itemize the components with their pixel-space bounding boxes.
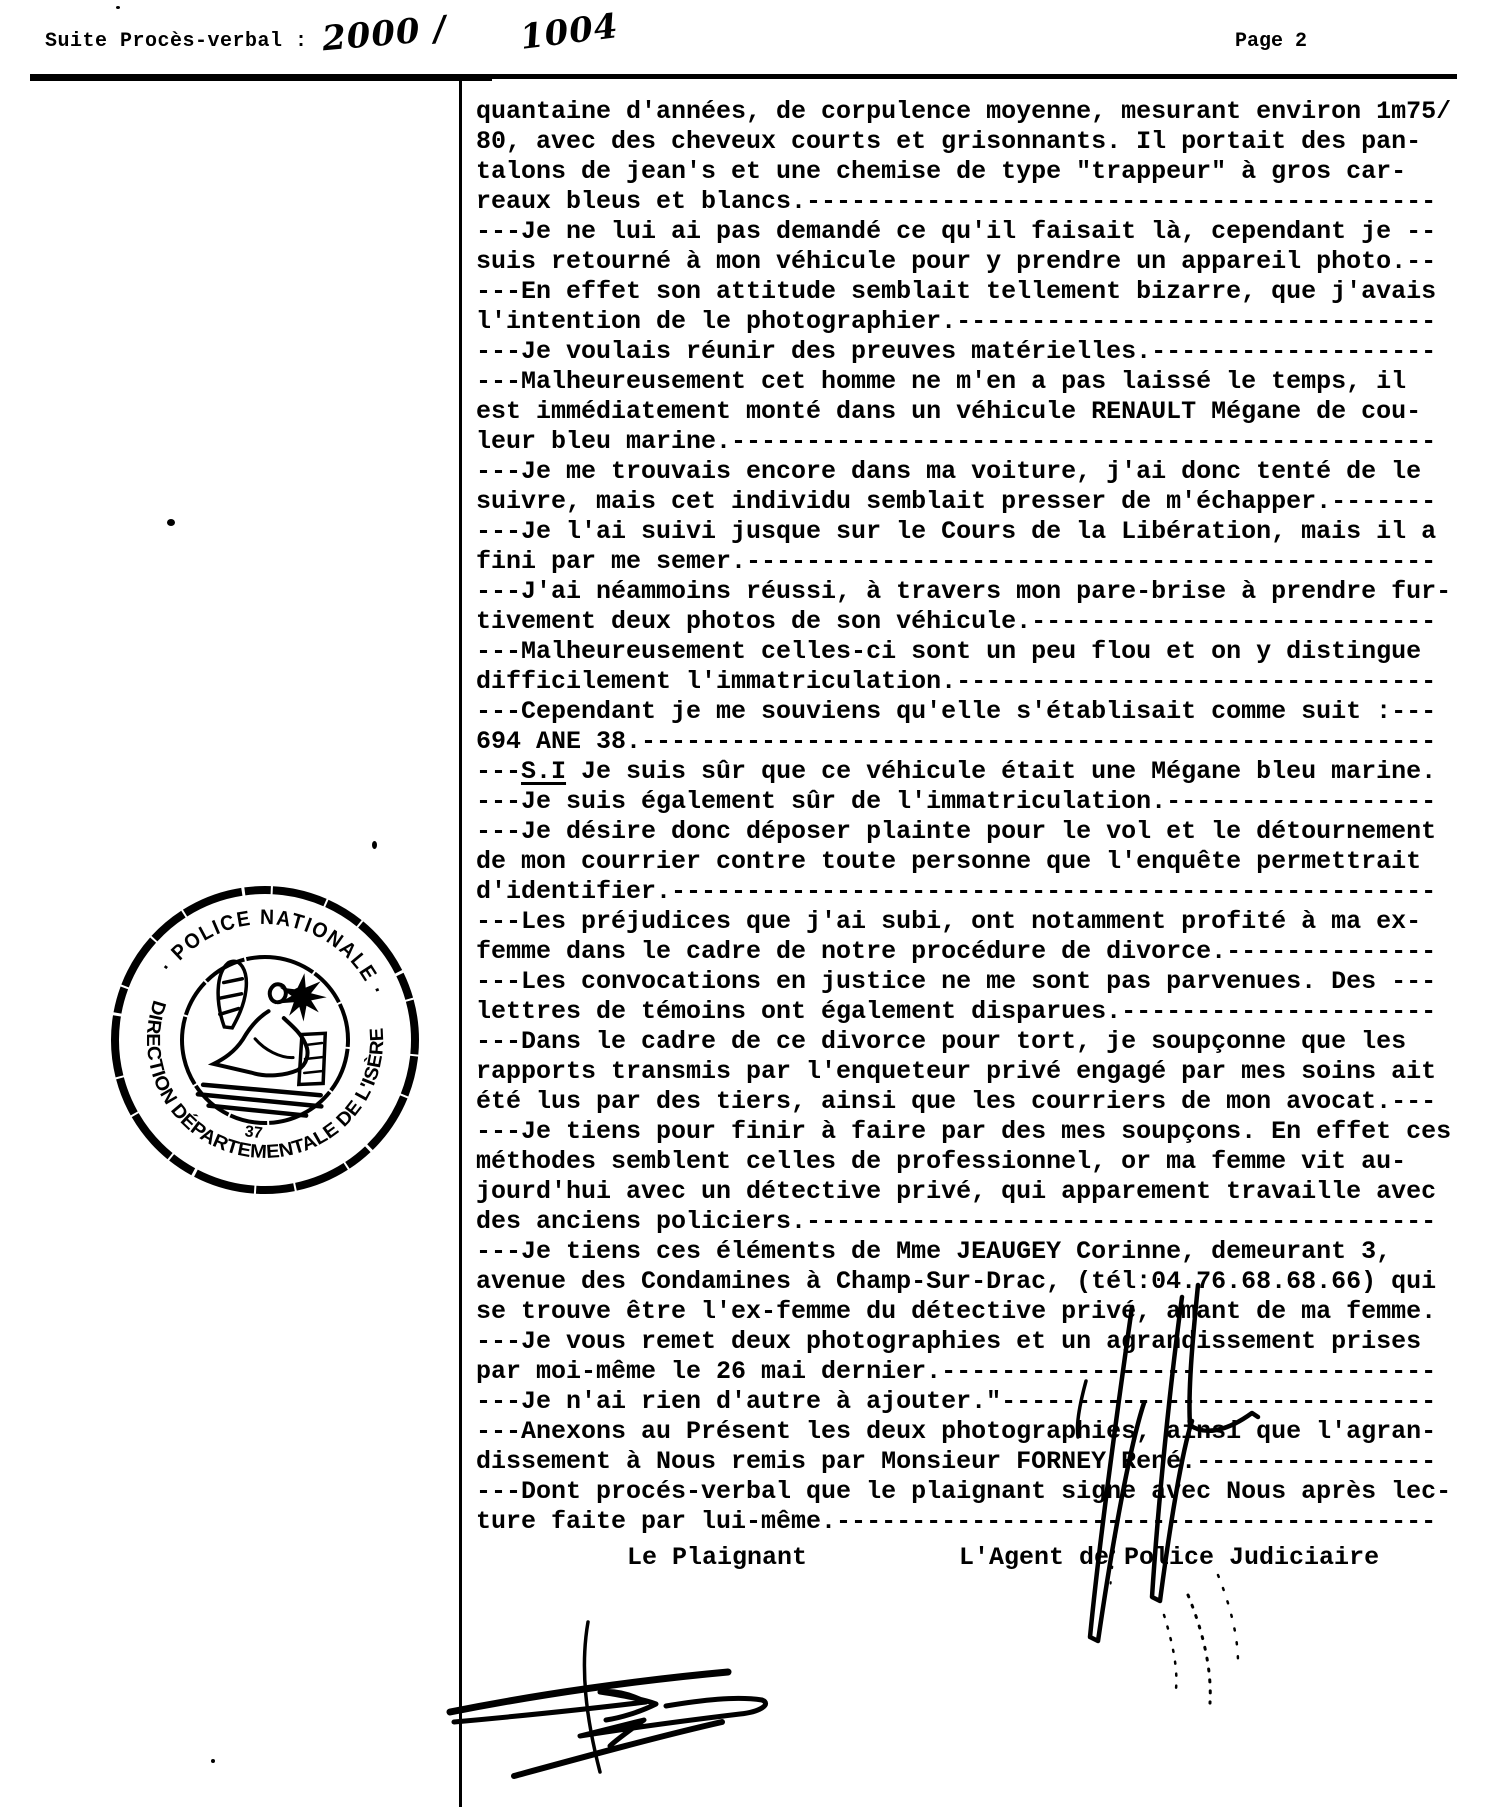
text-line: leur bleu marine.----------------------------------------------- (476, 427, 1437, 456)
text-line: l'intention de le photographier.-------------------------------- (476, 307, 1437, 336)
text-line: dissement à Nous remis par Monsieur FORNEY René.---------------- (476, 1447, 1437, 1476)
ink-speck (116, 6, 120, 9)
text-line: suivre, mais cet individu semblait presser de m'échapper.------- (476, 487, 1437, 516)
marianne-emblem-icon (197, 959, 338, 1119)
text-line: ---Je tiens pour finir à faire par des mes soupçons. En effet ces (476, 1117, 1452, 1146)
text-line: ---Je voulais réunir des preuves matérielles.------------------- (476, 337, 1437, 366)
text-line: d'identifier.--------------------------------------------------- (476, 877, 1437, 906)
text-line: ---S.I Je suis sûr que ce véhicule était une Mégane bleu marine. (476, 757, 1437, 786)
text-line: méthodes semblent celles de professionnel, or ma femme vit au- (476, 1147, 1407, 1176)
text-line: tivement deux photos de son véhicule.--------------------------- (476, 607, 1437, 636)
text-line: difficilement l'immatriculation.-------------------------------- (476, 667, 1437, 696)
text-line: ---Je me trouvais encore dans ma voiture, j'ai donc tenté de le (476, 457, 1422, 486)
text-line: ---Malheureusement celles-ci sont un peu flou et on y distingue (476, 637, 1422, 666)
text-line: ---Je désire donc déposer plainte pour le vol et le détournement (476, 817, 1437, 846)
text-line: lettres de témoins ont également disparues.--------------------- (476, 997, 1437, 1026)
text-line: par moi-même le 26 mai dernier.--------------------------------- (476, 1357, 1437, 1386)
text-line: fini par me semer.---------------------------------------------- (476, 547, 1437, 576)
text-line: ---Les préjudices que j'ai subi, ont notamment profité à ma ex- (476, 907, 1422, 936)
stamp-bottom-text: DIRECTION DÉPARTEMENTALE DE L'ISÈRE (142, 997, 389, 1164)
pv-number-handwritten: 2000 / (320, 8, 449, 60)
text-line: 694 ANE 38.----------------------------------------------------- (476, 727, 1437, 756)
text-line: ---En effet son attitude semblait tellement bizarre, que j'avais (476, 277, 1437, 306)
text-line: quantaine d'années, de corpulence moyenne, mesurant environ 1m75/ (476, 97, 1452, 126)
ink-speck (372, 841, 377, 849)
text-line: ---Cependant je me souviens qu'elle s'établisait comme suit :--- (476, 697, 1437, 726)
police-stamp (105, 880, 425, 1200)
text-line: 80, avec des cheveux courts et grisonnants. Il portait des pan- (476, 127, 1422, 156)
header-rule-smudge (30, 79, 492, 81)
header-title: Suite Procès-verbal : (45, 30, 308, 53)
text-line: ---Anexons au Présent les deux photographies, ainsi que l'agran- (476, 1417, 1437, 1446)
stamp-top-text: · POLICE NATIONALE · (155, 905, 390, 1001)
text-line: des anciens policiers.------------------------------------------ (476, 1207, 1437, 1236)
stamp-inner-ring (173, 948, 358, 1133)
stamp-department-number: 37 (243, 1123, 264, 1143)
text-line: ---Je suis également sûr de l'immatriculation.------------------ (476, 787, 1437, 816)
text-line: est immédiatement monté dans un véhicule RENAULT Mégane de cou- (476, 397, 1422, 426)
ink-speck (167, 519, 175, 526)
plaignant-label: Le Plaignant (627, 1543, 808, 1572)
text-line: avenue des Condamines à Champ-Sur-Drac, (tél:04.76.68.68.66) qui (476, 1267, 1437, 1296)
text-line: ---Je tiens ces éléments de Mme JEAUGEY Corinne, demeurant 3, (476, 1237, 1392, 1266)
text-line: ---J'ai néammoins réussi, à travers mon pare-brise à prendre fur- (476, 577, 1452, 606)
text-line: ---Je ne lui ai pas demandé ce qu'il faisait là, cependant je -- (476, 217, 1437, 246)
text-line: se trouve être l'ex-femme du détective privé, amant de ma femme. (476, 1297, 1437, 1326)
text-line: été lus par des tiers, ainsi que les courriers de mon avocat.--- (476, 1087, 1437, 1116)
text-line: ture faite par lui-même.---------------------------------------- (476, 1507, 1437, 1536)
text-line: ---Malheureusement cet homme ne m'en a pas laissé le temps, il (476, 367, 1407, 396)
pv-number-handwritten-2: 1004 (517, 6, 621, 58)
text-line: femme dans le cadre de notre procédure de divorce.-------------- (476, 937, 1437, 966)
text-line: ---Je n'ai rien d'autre à ajouter."----------------------------- (476, 1387, 1437, 1416)
text-line: jourd'hui avec un détective privé, qui apparement travaille avec (476, 1177, 1437, 1206)
text-line: ---Dont procés-verbal que le plaignant signe avec Nous après lec- (476, 1477, 1452, 1506)
ink-speck (211, 1759, 215, 1763)
underlined-text: S.I (521, 757, 567, 786)
plaignant-signature (430, 1608, 830, 1798)
agent-signature (1060, 1285, 1280, 1725)
text-line: reaux bleus et blancs.------------------------------------------ (476, 187, 1437, 216)
text-line: ---Je l'ai suivi jusque sur le Cours de la Libération, mais il a (476, 517, 1437, 546)
text-line: talons de jean's et une chemise de type "trappeur" à gros car- (476, 157, 1407, 186)
margin-divider-line (459, 74, 462, 1807)
text-line: de mon courrier contre toute personne que l'enquête permettrait (476, 847, 1422, 876)
text-line: suis retourné à mon véhicule pour y prendre un appareil photo.-- (476, 247, 1437, 276)
text-line: ---Les convocations en justice ne me sont pas parvenues. Des --- (476, 967, 1437, 996)
page-number: Page 2 (1235, 30, 1308, 53)
text-line: rapports transmis par l'enqueteur privé engagé par mes soins ait (476, 1057, 1437, 1086)
text-line: ---Je vous remet deux photographies et un agrandissement prises (476, 1327, 1422, 1356)
body-text (476, 97, 1451, 1537)
text-line: ---Dans le cadre de ce divorce pour tort, je soupçonne que les (476, 1027, 1407, 1056)
agent-label: L'Agent de Police Judiciaire (959, 1543, 1380, 1572)
